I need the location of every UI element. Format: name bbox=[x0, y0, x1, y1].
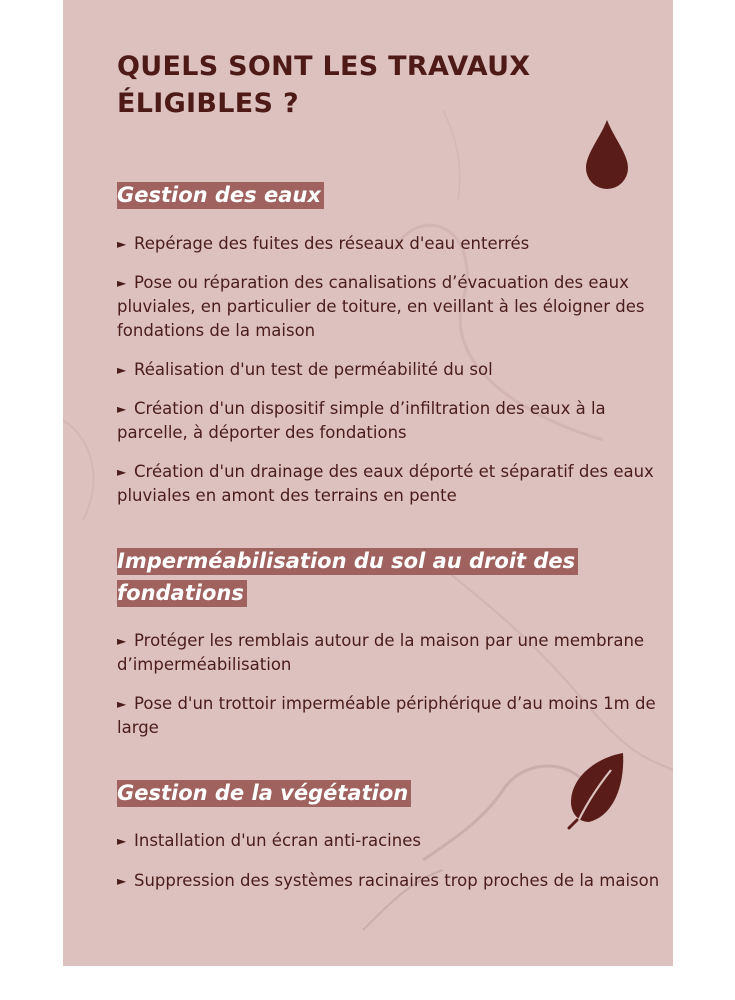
bullet-icon: ► bbox=[117, 276, 127, 290]
list-item: ► Pose d'un trottoir imperméable périphérique d’au moins 1m de large bbox=[117, 694, 656, 737]
water-drop-icon bbox=[584, 118, 630, 190]
bullet-icon: ► bbox=[117, 874, 127, 888]
section-heading-vegetation: Gestion de la végétation bbox=[117, 777, 411, 809]
bullet-icon: ► bbox=[117, 363, 127, 377]
list-item: ► Installation d'un écran anti-racines bbox=[117, 829, 669, 853]
info-card bbox=[63, 0, 673, 966]
bullet-icon: ► bbox=[117, 834, 127, 848]
bullet-icon: ► bbox=[117, 237, 127, 251]
list-item: ► Pose ou réparation des canalisations d’évacuation des eaux pluviales, en particulier de toiture, en veillant à les éloigner des fondations de la maison bbox=[117, 273, 645, 340]
bullet-icon: ► bbox=[117, 697, 127, 711]
list-item: ► Repérage des fuites des réseaux d'eau enterrés bbox=[117, 232, 669, 256]
list-item: ► Création d'un dispositif simple d’infiltration des eaux à la parcelle, à déporter des fondations bbox=[117, 399, 606, 442]
list-item: ► Suppression des systèmes racinaires trop proches de la maison bbox=[117, 869, 669, 893]
bullet-icon: ► bbox=[117, 402, 127, 416]
bullet-icon: ► bbox=[117, 634, 127, 648]
list-item: ► Réalisation d'un test de perméabilité du sol bbox=[117, 358, 669, 382]
page-title: QUELS SONT LES TRAVAUX ÉLIGIBLES ? bbox=[117, 51, 531, 119]
list-item: ► Création d'un drainage des eaux déporté et séparatif des eaux pluviales en amont des terrains en pente bbox=[117, 462, 654, 505]
leaf-icon bbox=[565, 750, 627, 830]
list-item: ► Protéger les remblais autour de la maison par une membrane d’imperméabilisation bbox=[117, 631, 645, 674]
section-heading-impermeabilisation: Imperméabilisation du sol au droit des fondations bbox=[117, 545, 617, 609]
section-heading-gestion-eaux: Gestion des eaux bbox=[117, 179, 324, 211]
bullet-icon: ► bbox=[117, 465, 127, 479]
